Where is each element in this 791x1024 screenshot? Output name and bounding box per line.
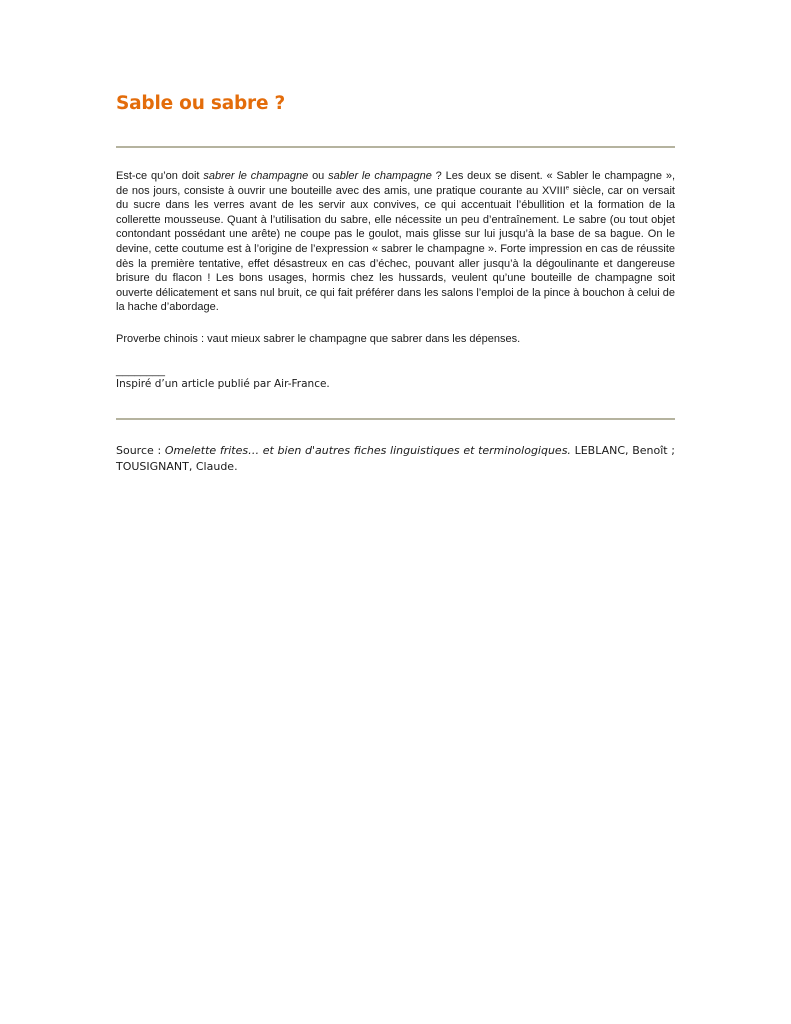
footnote-separator: ________ <box>116 365 165 377</box>
footnote-text: Inspiré d’un article publié par Air-France. <box>116 378 330 390</box>
paragraph-text-3: ? Les deux se disent. « Sabler le champagne », de nos jours, consiste à ouvrir une bouteille avec des amis, une pratique courante au XVIII <box>116 170 675 197</box>
source-prefix: Source : <box>116 444 165 457</box>
main-paragraph <box>116 169 675 315</box>
proverb-line: Proverbe chinois : vaut mieux sabrer le champagne que sabrer dans les dépenses. <box>116 333 521 345</box>
paragraph-italic-sabrer: sabrer le champagne <box>203 170 309 182</box>
source-book-title: Omelette frites… et bien d'autres fiches linguistiques et terminologiques. <box>164 444 571 457</box>
top-divider <box>116 146 675 148</box>
paragraph-text-4: siècle, car on versait du sucre dans les verres avant de les servir aux convives, ce qui accentuait l’ébullition et la formation de la collerette mousseuse. Quant à l’utilisation du sabre, elle nécessite un peu d’entraînement. Le sabre (ou tout objet contondant possédant une arête) ne coupe pas le goulot, mais glisse sur lui jusqu’à la base de sa bague. On le devine, cette coutume est à l’origine de l’expression « sabrer le champagne ». Forte impression en cas de réussite dès la première tentative, effet désastreux en cas d’échec, pouvant aller jusqu’à la dégoulinante et dangereuse brisure du flacon ! Les bons usages, hormis chez les hussards, veulent qu’une bouteille de champagne soit ouverte délicatement et sans nul bruit, ce qui fait préférer dans les salons l’emploi de la pince à bouchon à celui de la hache d’abordage. <box>116 184 675 314</box>
page-title: Sable ou sabre ? <box>116 93 286 114</box>
bottom-divider <box>116 418 675 420</box>
source-authors: LEBLANC, Benoît ; TOUSIGNANT, Claude. <box>116 444 675 473</box>
paragraph-italic-sabler: sabler le champagne <box>328 170 432 182</box>
source-citation <box>116 443 675 475</box>
paragraph-text-1: Est-ce qu’on doit <box>116 170 204 182</box>
century-superscript: e <box>565 184 570 191</box>
paragraph-text-2: ou <box>308 170 329 182</box>
